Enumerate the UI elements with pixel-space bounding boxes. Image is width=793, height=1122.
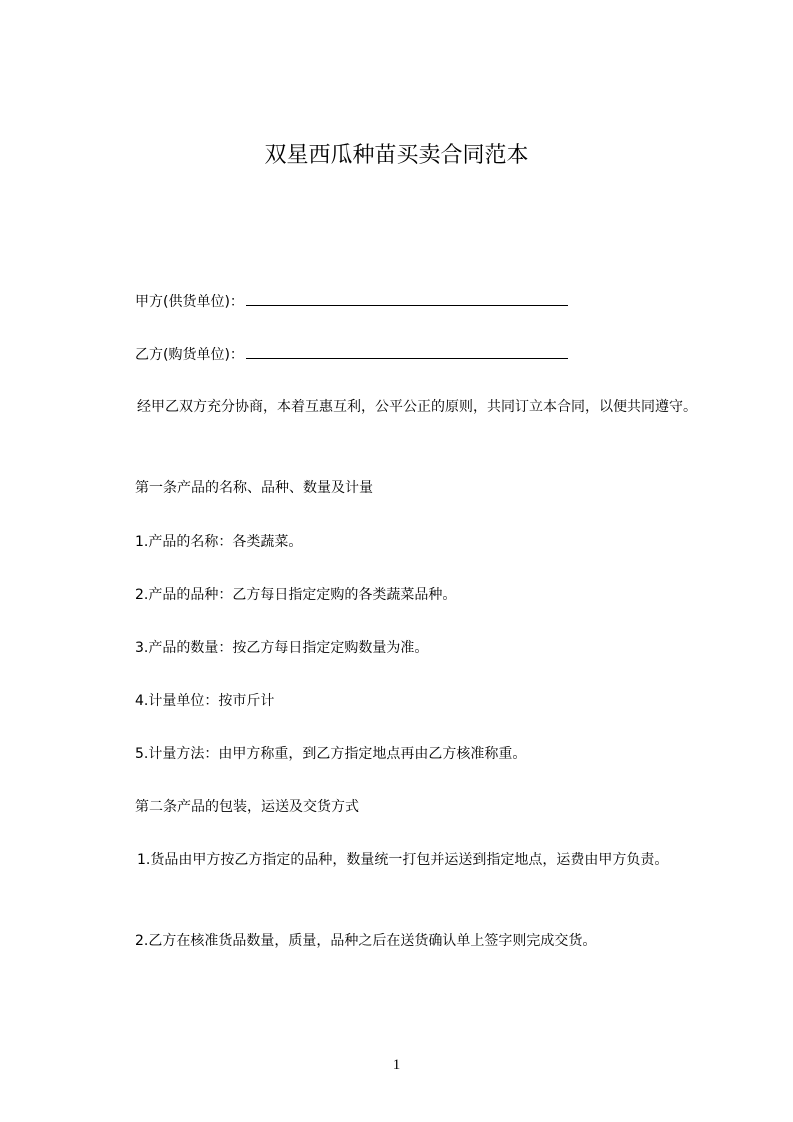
article1-item: 4.计量单位：按市斤计 xyxy=(135,693,275,709)
intro-paragraph: 经甲乙双方充分协商，本着互惠互利，公平公正的原则，共同订立本合同，以便共同遵守。 xyxy=(137,399,697,415)
article2-item: 2.乙方在核准货品数量，质量，品种之后在送货确认单上签字则完成交货。 xyxy=(135,933,597,949)
party-b-blank xyxy=(246,344,568,359)
article1-item: 3.产品的数量：按乙方每日指定定购数量为准。 xyxy=(135,640,429,656)
article2-heading: 第二条产品的包装，运送及交货方式 xyxy=(135,799,359,815)
article1-heading: 第一条产品的名称、品种、数量及计量 xyxy=(135,480,373,496)
article1-item: 1.产品的名称：各类蔬菜。 xyxy=(135,534,303,550)
document-title: 双星西瓜种苗买卖合同范本 xyxy=(264,143,529,168)
page-number: 1 xyxy=(392,1057,401,1073)
party-a-blank xyxy=(246,291,568,306)
party-b-line xyxy=(135,344,568,365)
party-b-label: 乙方(购货单位)： xyxy=(135,347,244,363)
article1-item: 2.产品的品种：乙方每日指定定购的各类蔬菜品种。 xyxy=(135,587,457,603)
article2-item: 1.货品由甲方按乙方指定的品种，数量统一打包并运送到指定地点，运费由甲方负责。 xyxy=(137,852,669,868)
article1-item: 5.计量方法：由甲方称重，到乙方指定地点再由乙方核准称重。 xyxy=(135,746,527,762)
party-a-label: 甲方(供货单位)： xyxy=(135,294,244,310)
party-a-line xyxy=(135,291,568,312)
